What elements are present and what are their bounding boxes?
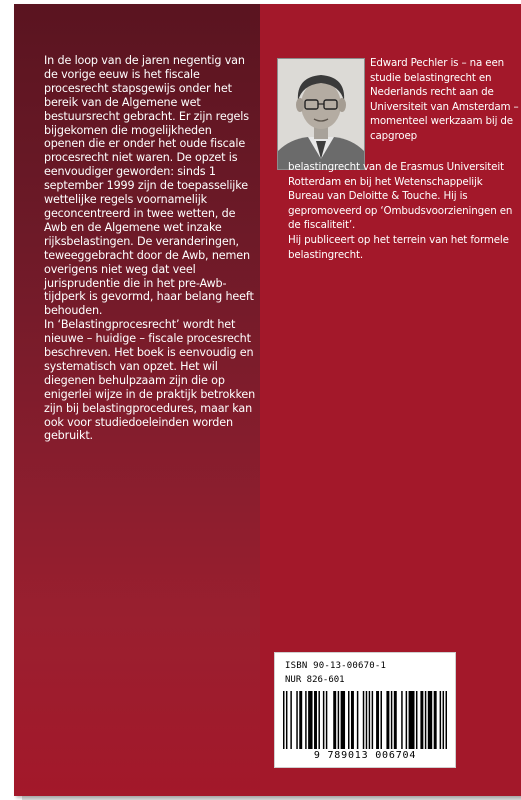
author-photo — [277, 58, 365, 170]
barcode-bar — [348, 691, 349, 749]
author-bio-text: belastingrecht van de Erasmus Universiteit Rotterdam en bij het Wetenschappelijk Bureau van Deloitte & Touche. Hij is gepromoveerd op ‘Ombudsvoorzieningen en de fiscaliteit’. — [288, 161, 513, 232]
isbn-number: ISBN 90-13-00670-1 — [285, 661, 387, 671]
barcode-bar — [318, 691, 319, 749]
nur-code: NUR 826-601 — [285, 675, 345, 685]
barcode-bar — [323, 691, 324, 749]
author-bio-closing: Hij publiceert op het terrein van het formele belastingrecht. — [288, 233, 509, 261]
barcode-bar — [308, 691, 312, 749]
barcode-bar — [406, 691, 407, 749]
barcode-icon — [283, 691, 447, 749]
barcode-bar — [326, 691, 327, 749]
barcode-bar — [428, 691, 432, 749]
barcode-bar — [401, 691, 402, 749]
barcode-bar — [351, 691, 354, 749]
author-bio-intro — [370, 56, 520, 144]
barcode-bar — [341, 691, 345, 749]
book-back-cover — [14, 4, 521, 796]
barcode-bar — [391, 691, 392, 749]
barcode-bar — [366, 691, 367, 749]
barcode-bar — [286, 691, 287, 749]
barcode-bar — [425, 691, 426, 749]
barcode-bar — [363, 691, 364, 749]
barcode-bar — [299, 691, 302, 749]
author-bio-intro-text: Edward Pechler is – na een studie belastingrecht en Nederlands recht aan de Universiteit van Amsterdam – momenteel werkzaam bij de capgroep — [370, 57, 519, 142]
barcode-bar — [446, 691, 447, 749]
author-bio — [288, 160, 518, 262]
barcode-bar — [333, 691, 336, 749]
barcode-bar — [369, 691, 370, 749]
barcode-bar — [420, 691, 423, 749]
barcode-bar — [434, 691, 437, 749]
barcode-bar — [386, 691, 389, 749]
barcode-bar — [443, 691, 444, 749]
blurb-paragraph-2: In ‘Belastingprocesrecht’ wordt het nieuwe – huidige – fiscale procesrecht beschreven. Het boek is eenvoudig en systematisch van opzet. Het wil diegenen behulpzaam zijn die op enigerlei wijze in de praktijk betrokken zijn bij belastingprocedures, maar kan ook voor studiedoeleinden worden gebruikt. — [44, 318, 256, 443]
barcode-bar — [283, 691, 284, 749]
barcode-bar — [372, 691, 373, 749]
barcode-bar — [357, 691, 358, 749]
blurb-paragraph-1: In de loop van de jaren negentig van de vorige eeuw is het fiscale procesrecht stapsgewijs onder het bereik van de Algemene wet bestuursrecht gebracht. Er zijn regels bijgekomen die mogelijkheden openen die er onder het oude fiscale procesrecht niet waren. De opzet is eenvoudiger geworden: sinds 1 september 1999 zijn de toepasselijke wettelijke regels voornamelijk geconcentreerd in twee wetten, de Awb en de Algemene wet inzake rijksbelastingen. De veranderingen, teweeggebracht door de Awb, nemen overigens niet weg dat veel jurisprudentie die in het pre-Awb-tijdperk is gevormd, haar belang heeft behouden. — [44, 54, 254, 318]
book-blurb — [44, 54, 256, 443]
barcode-bar — [409, 691, 415, 749]
barcode-digits: 9 789013 006704 — [313, 750, 417, 761]
barcode-label — [274, 652, 456, 768]
barcode-bar — [440, 691, 441, 749]
barcode-bar — [290, 691, 291, 749]
barcode-bar — [314, 691, 317, 749]
barcode-bar — [296, 691, 297, 749]
barcode-bar — [381, 691, 382, 749]
barcode-bar — [394, 691, 397, 749]
barcode-bar — [338, 691, 339, 749]
author-portrait-image — [278, 59, 364, 169]
barcode-bar — [416, 691, 417, 749]
barcode-bar — [305, 691, 306, 749]
barcode-bars — [283, 691, 447, 749]
barcode-bar — [376, 691, 379, 749]
